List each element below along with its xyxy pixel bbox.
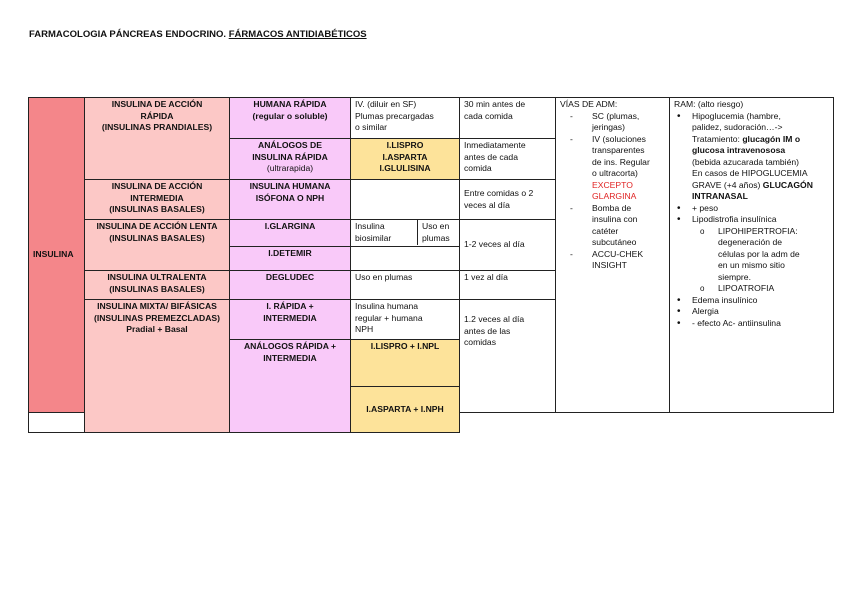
category-intermedia bbox=[85, 180, 230, 220]
ram-cell bbox=[670, 98, 834, 413]
drug-degludec bbox=[351, 271, 460, 300]
insulina-label-cell bbox=[29, 98, 85, 413]
category-rapida-l1: INSULINA DE ACCIÓN bbox=[111, 99, 203, 109]
ram-hipo-tto: Tratamiento: bbox=[692, 133, 740, 144]
type-ri-l2: INTERMEDIA bbox=[263, 312, 317, 323]
category-rapida-l3: (INSULINAS PRANDIALES) bbox=[101, 122, 213, 132]
ram-efecto bbox=[674, 318, 829, 330]
type-nph-l2: ISÓFONA O NPH bbox=[255, 192, 325, 203]
type-nph-l1: INSULINA HUMANA bbox=[249, 181, 331, 191]
drug-humana bbox=[351, 98, 460, 139]
ram-header: RAM: (alto riesgo) bbox=[674, 99, 744, 109]
drug-glargina-b1: Uso en bbox=[422, 221, 450, 231]
insulin-table bbox=[28, 97, 834, 433]
drug-glulisina: I.GLULISINA bbox=[379, 163, 431, 173]
timing-30min-l2: cada comida bbox=[464, 110, 513, 121]
ram-lipo-text: • Lipodistrofia insulínica bbox=[692, 214, 777, 224]
type-degludec-text: DEGLUDEC bbox=[265, 272, 315, 282]
drug-glargina-b2: plumas bbox=[422, 232, 450, 243]
timing-mixta-empty bbox=[29, 413, 85, 433]
category-intermedia-l2: INTERMEDIA bbox=[130, 192, 184, 203]
category-rapida-l2: RÁPIDA bbox=[140, 110, 174, 121]
drug-mixta-l3: NPH bbox=[355, 324, 374, 334]
via-bomba bbox=[560, 203, 665, 249]
ram-hipo-intranasal: INTRANASAL bbox=[692, 191, 748, 201]
timing-mixta bbox=[460, 300, 556, 413]
ram-peso bbox=[674, 203, 829, 215]
vias-list bbox=[560, 111, 665, 272]
ram-alergia-text: Alergia bbox=[692, 306, 719, 316]
type-humana-rapida-l2: (regular o soluble) bbox=[252, 110, 328, 121]
type-nph bbox=[230, 180, 351, 220]
via-iv-glargina: GLARGINA bbox=[592, 191, 637, 201]
type-ri-l1: I. RÁPIDA + bbox=[266, 301, 314, 311]
timing-mixta-l2: antes de las bbox=[464, 325, 511, 336]
category-mixta-l2: (INSULINAS PREMEZCLADAS) bbox=[93, 312, 221, 323]
ram-lipohiper-l4: en un mismo sitio bbox=[718, 260, 785, 270]
drug-mixta-l1: Insulina humana bbox=[355, 301, 419, 311]
timing-lenta bbox=[460, 220, 556, 271]
ram-hipo-l2: palidez, sudoración…-> bbox=[692, 122, 783, 132]
type-ai-l1: ANÁLOGOS RÁPIDA + bbox=[243, 341, 337, 351]
category-lenta-l1: INSULINA DE ACCIÓN LENTA bbox=[96, 221, 218, 231]
ram-peso-text: + peso bbox=[692, 202, 719, 213]
type-rapida-intermedia bbox=[230, 300, 351, 340]
ram-lipoatrofia-text: LIPOATROFIA bbox=[718, 283, 775, 293]
via-accu-l2: INSIGHT bbox=[592, 260, 627, 270]
title-underlined: FÁRMACOS ANTIDIABÉTICOS bbox=[228, 29, 367, 40]
ram-list bbox=[674, 111, 829, 330]
drug-glargina-split bbox=[351, 220, 459, 245]
timing-mixta-l1: 1.2 veces al día bbox=[464, 314, 525, 324]
via-iv-l2: transparentes bbox=[592, 145, 645, 155]
timing-lenta-text: 1-2 veces al día bbox=[464, 239, 525, 250]
category-intermedia-l1: INSULINA DE ACCIÓN bbox=[111, 181, 203, 191]
drug-mixta-l2: regular + humana bbox=[355, 312, 423, 323]
ram-lipohiper-l5: siempre. bbox=[718, 271, 751, 282]
timing-inm-l2: antes de cada bbox=[464, 151, 518, 162]
timing-entre-l2: veces al día bbox=[464, 199, 510, 210]
category-intermedia-l3: (INSULINAS BASALES) bbox=[109, 204, 205, 214]
via-iv-l4: o ultracorta) bbox=[592, 168, 638, 178]
type-humana-rapida-l1: HUMANA RÁPIDA bbox=[253, 99, 327, 109]
timing-inmediatamente bbox=[460, 139, 556, 180]
drug-asparta-nph-text: I.ASPARTA + I.NPH bbox=[366, 403, 444, 414]
ram-hipo-glucosa-iv: glucosa intravenososa bbox=[692, 145, 786, 155]
type-analogos-l2: INSULINA RÁPIDA bbox=[252, 151, 328, 162]
via-bomba-l4: subcutáneo bbox=[592, 237, 637, 247]
via-iv bbox=[560, 134, 665, 203]
timing-inm-l1: Inmediatamente bbox=[464, 140, 526, 150]
ram-efecto-text: - efecto Ac- antiinsulina bbox=[692, 317, 781, 328]
drug-humana-l1: IV. (diluir en SF) bbox=[355, 99, 417, 109]
drug-glargina-a1: Insulina bbox=[355, 221, 385, 231]
ram-alergia bbox=[674, 306, 829, 318]
type-degludec bbox=[230, 271, 351, 300]
vias-cell bbox=[556, 98, 670, 413]
drug-nph-empty bbox=[351, 180, 460, 220]
category-lenta bbox=[85, 220, 230, 271]
via-bomba-l3: catéter bbox=[592, 225, 619, 236]
ram-lipohiper-l2: degeneración de bbox=[718, 237, 783, 247]
via-bomba-l1: - Bomba de bbox=[592, 202, 632, 213]
via-sc bbox=[560, 111, 665, 134]
drug-asparta: I.ASPARTA bbox=[382, 151, 428, 162]
ram-lipodistrofia bbox=[674, 214, 829, 295]
drug-humana-l2: Plumas precargadas bbox=[355, 110, 434, 121]
type-analogos-l1: ANÁLOGOS DE bbox=[258, 140, 322, 150]
ram-hipo-l4: (bebida azucarada también) bbox=[692, 156, 800, 167]
category-mixta-l1: INSULINA MIXTA/ BIFÁSICAS bbox=[97, 301, 217, 311]
drug-asparta-nph bbox=[351, 387, 460, 433]
type-humana-rapida bbox=[230, 98, 351, 139]
timing-30min bbox=[460, 98, 556, 139]
timing-inm-l3: comida bbox=[464, 163, 492, 173]
ram-lipohiper-l1: o LIPOHIPERTROFIA: bbox=[718, 225, 798, 236]
drug-glargina bbox=[351, 220, 460, 247]
via-iv-l3: de ins. Regular bbox=[592, 156, 650, 167]
type-analogos-rapida bbox=[230, 139, 351, 180]
ram-lipoatrofia bbox=[674, 283, 829, 295]
drug-lispro: I.LISPRO bbox=[386, 140, 424, 150]
ram-edema-text: Edema insulínico bbox=[692, 294, 758, 305]
timing-ultra-text: 1 vez al día bbox=[464, 272, 508, 282]
via-sc-l2: jeringas) bbox=[592, 122, 625, 132]
type-glargina bbox=[230, 220, 351, 247]
type-ai-l2: INTERMEDIA bbox=[263, 352, 317, 363]
category-mixta-l3: Pradial + Basal bbox=[126, 324, 188, 334]
drug-lispro-npl bbox=[351, 340, 460, 387]
timing-mixta-l3: comidas bbox=[464, 337, 496, 347]
timing-30min-l1: 30 min antes de bbox=[464, 99, 526, 109]
drug-glargina-a2: biosimilar bbox=[355, 232, 392, 243]
timing-entre bbox=[460, 180, 556, 220]
via-iv-l1: - IV (soluciones bbox=[592, 133, 646, 144]
ram-hipo-l1: • Hipoglucemia (hambre, bbox=[692, 110, 781, 121]
insulina-label: INSULINA bbox=[33, 249, 74, 260]
drug-glargina-biosimilar bbox=[351, 220, 418, 245]
ram-hipoglucemia bbox=[674, 111, 829, 203]
type-analogos-intermedia bbox=[230, 340, 351, 433]
category-ultralenta-l2: (INSULINAS BASALES) bbox=[109, 283, 205, 294]
type-analogos-l3: (ultrarapida) bbox=[266, 163, 314, 173]
ram-edema bbox=[674, 295, 829, 307]
title-prefix: FARMACOLOGIA PÁNCREAS ENDOCRINO. bbox=[29, 29, 227, 40]
page-title bbox=[29, 29, 367, 40]
via-accu-l1: - ACCU-CHEK bbox=[592, 248, 644, 259]
via-accu bbox=[560, 249, 665, 272]
ram-hipo-l5: En casos de HIPOGLUCEMIA bbox=[692, 168, 808, 178]
type-detemir bbox=[230, 247, 351, 271]
timing-ultra bbox=[460, 271, 556, 300]
drug-degludec-text: Uso en plumas bbox=[355, 272, 413, 282]
category-lenta-l2: (INSULINAS BASALES) bbox=[109, 232, 205, 243]
ram-lipohiper-l3: células por la adm de bbox=[718, 248, 800, 259]
category-ultralenta bbox=[85, 271, 230, 300]
ram-hipo-glucagon: GLUCAGÓN bbox=[762, 179, 813, 190]
drug-mixta-humana bbox=[351, 300, 460, 340]
ram-lipo-sublist bbox=[674, 226, 829, 295]
category-ultralenta-l1: INSULINA ULTRALENTA bbox=[107, 272, 207, 282]
type-detemir-text: I.DETEMIR bbox=[268, 248, 312, 258]
drug-humana-l3: o similar bbox=[355, 122, 387, 132]
drug-analogos bbox=[351, 139, 460, 180]
vias-header: VÍAS DE ADM: bbox=[560, 99, 618, 109]
type-glargina-text: I.GLARGINA bbox=[264, 221, 316, 231]
category-mixta bbox=[85, 300, 230, 433]
category-rapida bbox=[85, 98, 230, 180]
via-bomba-l2: insulina con bbox=[592, 214, 638, 224]
drug-detemir-empty bbox=[351, 247, 460, 271]
ram-lipohipertrofia bbox=[674, 226, 829, 284]
via-iv-excepto: EXCEPTO bbox=[592, 179, 633, 190]
ram-hipo-l6: GRAVE (+4 años) bbox=[692, 179, 761, 190]
timing-entre-l1: Entre comidas o 2 bbox=[464, 188, 534, 198]
ram-hipo-glucagon-im: glucagón IM o bbox=[742, 133, 801, 144]
drug-lispro-npl-text: I.LISPRO + I.NPL bbox=[370, 341, 440, 351]
via-sc-l1: - SC (plumas, bbox=[592, 110, 640, 121]
drug-glargina-plumas bbox=[418, 220, 460, 245]
